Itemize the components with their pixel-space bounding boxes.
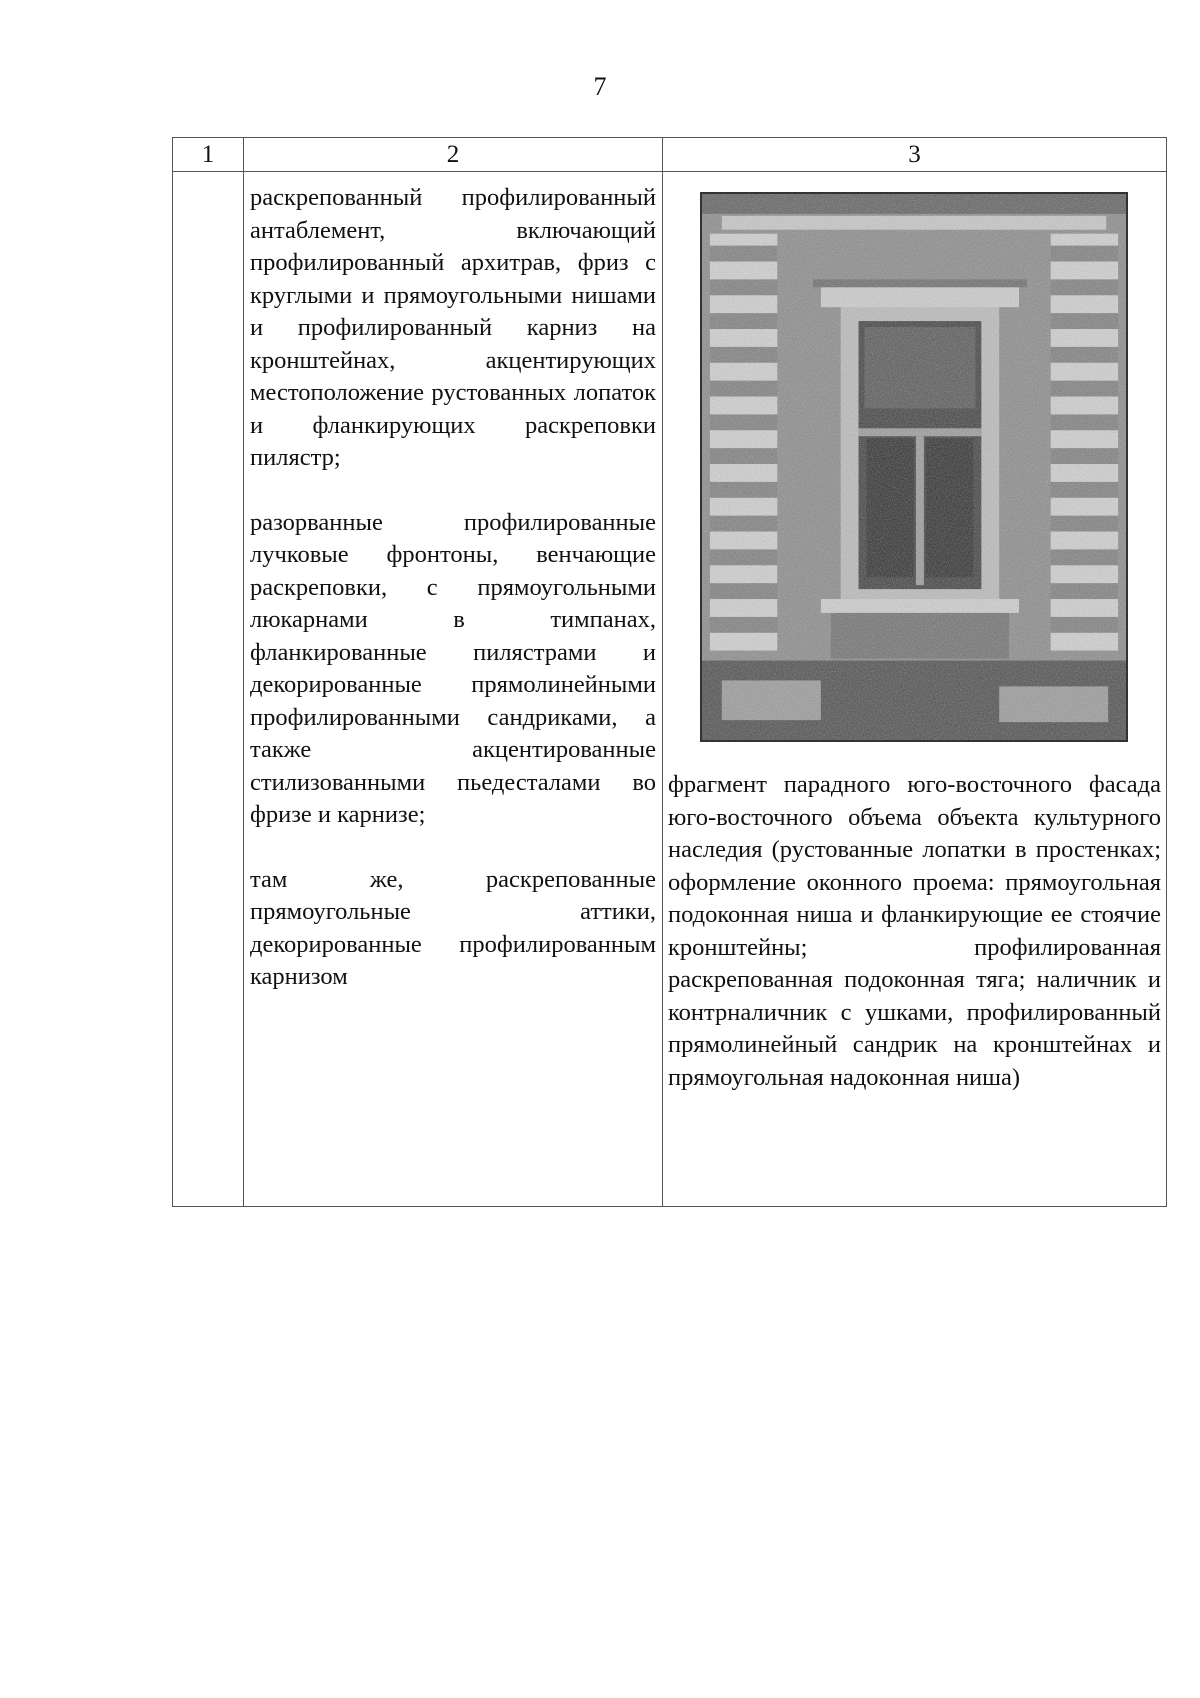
cell-col-2: [244, 172, 663, 1207]
page-number: 7: [593, 72, 607, 101]
photo-caption: фрагмент парадного юго-восточного фасада юго-восточного объема объекта культурного наследия (рустованные лопатки в простенках; оформление оконного проема: прямоугольная подоконная ниша и фланкирующие ее стоячие кронштейны; профилированная раскрепованная подоконная тяга; наличник и контрналичник с ушками, профилированный прямолинейный сандрик на кронштейнах и прямоугольная надоконная ниша): [668, 771, 1161, 1091]
cell-col-3: [663, 172, 1167, 1207]
description-paragraph-2: разорванные профилированные лучковые фронтоны, венчающие раскреповки, с прямоугольными люкарнами в тимпанах, фланкированные пилястрами и декорированные прямолинейными профилированными сандриками, а также акцентированные стилизованными пьедесталами во фризе и карнизе;: [250, 508, 656, 828]
table-row: [173, 172, 1167, 1207]
table-header-row: [173, 138, 1167, 172]
document-table: [172, 137, 1167, 1207]
header-col-2: 2: [244, 138, 663, 172]
cell-col-1: [173, 172, 244, 1207]
header-col-1: 1: [173, 138, 244, 172]
description-paragraph-3: там же, раскрепованные прямоугольные аттики, декорированные профилированным карнизом: [250, 865, 656, 990]
description-paragraph-1: раскрепованный профилированный антаблемент, включающий профилированный архитрав, фриз с круглыми и прямоугольными нишами и профилированный карниз на кронштейнах, акцентирующих местоположение рустованных лопаток и фланкирующих раскреповки пилястр;: [250, 184, 656, 471]
description-text: [244, 172, 662, 994]
header-col-3: 3: [663, 138, 1167, 172]
facade-photo: [700, 192, 1128, 742]
